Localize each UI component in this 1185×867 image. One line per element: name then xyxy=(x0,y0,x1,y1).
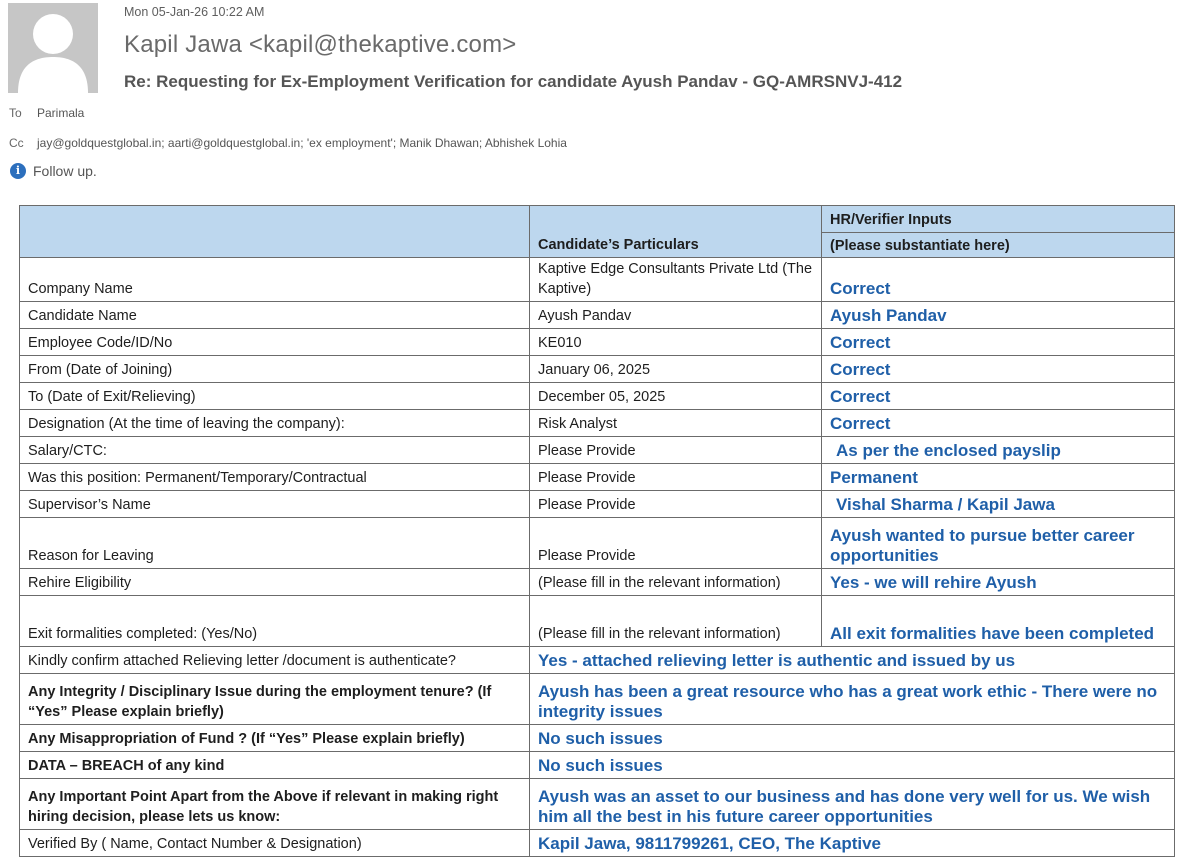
row-answer: No such issues xyxy=(530,725,1175,752)
table-row xyxy=(20,569,1175,596)
header-particulars: Candidate’s Particulars xyxy=(530,206,822,258)
table-row xyxy=(20,647,1175,674)
row-label: Reason for Leaving xyxy=(20,518,530,569)
header-inputs-title: HR/Verifier Inputs xyxy=(822,207,1174,233)
row-label: Employee Code/ID/No xyxy=(20,329,530,356)
table-row xyxy=(20,464,1175,491)
row-answer: As per the enclosed payslip xyxy=(822,437,1175,464)
row-particular: (Please fill in the relevant information) xyxy=(530,569,822,596)
row-answer: Yes - we will rehire Ayush xyxy=(822,569,1175,596)
row-answer: Correct xyxy=(822,329,1175,356)
sender-name[interactable]: Kapil Jawa <kapil@thekaptive.com> xyxy=(124,31,517,58)
row-particular: KE010 xyxy=(530,329,822,356)
row-answer: Correct xyxy=(822,410,1175,437)
row-label: Company Name xyxy=(20,258,530,302)
table-row xyxy=(20,779,1175,830)
row-particular: Please Provide xyxy=(530,464,822,491)
row-particular: Please Provide xyxy=(530,518,822,569)
person-silhouette-icon xyxy=(8,3,98,93)
table-row xyxy=(20,383,1175,410)
table-row xyxy=(20,491,1175,518)
info-icon: i xyxy=(10,163,26,179)
table-row xyxy=(20,258,1175,302)
table-row xyxy=(20,329,1175,356)
row-label: Was this position: Permanent/Temporary/Contractual xyxy=(20,464,530,491)
follow-up-flag[interactable] xyxy=(10,163,97,179)
row-label: DATA – BREACH of any kind xyxy=(20,752,530,779)
row-label: Supervisor’s Name xyxy=(20,491,530,518)
row-answer: Kapil Jawa, 9811799261, CEO, The Kaptive xyxy=(530,830,1175,857)
row-label: Salary/CTC: xyxy=(20,437,530,464)
row-label: Verified By ( Name, Contact Number & Designation) xyxy=(20,830,530,857)
row-particular: Risk Analyst xyxy=(530,410,822,437)
row-particular: Please Provide xyxy=(530,437,822,464)
row-answer: Ayush was an asset to our business and has done very well for us. We wish him all the best in his future career opportunities xyxy=(530,779,1175,830)
row-particular: Kaptive Edge Consultants Private Ltd (The Kaptive) xyxy=(530,258,822,302)
row-answer: Correct xyxy=(822,356,1175,383)
row-answer: Ayush wanted to pursue better career opportunities xyxy=(822,518,1175,569)
table-row xyxy=(20,518,1175,569)
row-answer: Ayush Pandav xyxy=(822,302,1175,329)
table-row xyxy=(20,830,1175,857)
table-row xyxy=(20,410,1175,437)
table-row xyxy=(20,437,1175,464)
row-label: To (Date of Exit/Relieving) xyxy=(20,383,530,410)
row-answer: No such issues xyxy=(530,752,1175,779)
row-label: Any Misappropriation of Fund ? (If “Yes” Please explain briefly) xyxy=(20,725,530,752)
to-label: To xyxy=(9,106,22,120)
row-label: Rehire Eligibility xyxy=(20,569,530,596)
table-row xyxy=(20,674,1175,725)
follow-up-text: Follow up. xyxy=(33,163,97,179)
row-label: Kindly confirm attached Relieving letter /document is authenticate? xyxy=(20,647,530,674)
header-blank-cell xyxy=(20,206,530,258)
header-inputs-cell xyxy=(822,206,1175,258)
sent-date: Mon 05-Jan-26 10:22 AM xyxy=(124,5,265,19)
row-answer: Correct xyxy=(822,258,1175,302)
row-answer: All exit formalities have been completed xyxy=(822,596,1175,647)
row-particular: Please Provide xyxy=(530,491,822,518)
to-recipients[interactable]: Parimala xyxy=(37,106,85,120)
sender-avatar[interactable] xyxy=(8,3,98,93)
cc-recipients[interactable]: jay@goldquestglobal.in; aarti@goldquestglobal.in; 'ex employment'; Manik Dhawan; Abhishek Lohia xyxy=(37,136,567,150)
row-answer: Correct xyxy=(822,383,1175,410)
row-answer: Permanent xyxy=(822,464,1175,491)
verification-table xyxy=(19,205,1175,857)
header-inputs-subtitle: (Please substantiate here) xyxy=(830,237,1010,254)
row-label: Candidate Name xyxy=(20,302,530,329)
row-answer: Ayush has been a great resource who has a great work ethic - There were no integrity issues xyxy=(530,674,1175,725)
table-row xyxy=(20,356,1175,383)
row-label: From (Date of Joining) xyxy=(20,356,530,383)
row-particular: January 06, 2025 xyxy=(530,356,822,383)
table-row xyxy=(20,752,1175,779)
table-header-row xyxy=(20,206,1175,258)
cc-label: Cc xyxy=(9,136,24,150)
row-label: Any Integrity / Disciplinary Issue during the employment tenure? (If “Yes” Please explain briefly) xyxy=(20,674,530,725)
email-subject: Re: Requesting for Ex-Employment Verification for candidate Ayush Pandav - GQ-AMRSNVJ-412 xyxy=(124,72,903,91)
table-row xyxy=(20,302,1175,329)
row-label: Designation (At the time of leaving the company): xyxy=(20,410,530,437)
row-particular: Ayush Pandav xyxy=(530,302,822,329)
row-answer: Yes - attached relieving letter is authentic and issued by us xyxy=(530,647,1175,674)
row-particular: December 05, 2025 xyxy=(530,383,822,410)
row-answer: Vishal Sharma / Kapil Jawa xyxy=(822,491,1175,518)
row-particular: (Please fill in the relevant information) xyxy=(530,596,822,647)
table-row xyxy=(20,725,1175,752)
row-label: Any Important Point Apart from the Above if relevant in making right hiring decision, please lets us know: xyxy=(20,779,530,830)
table-row xyxy=(20,596,1175,647)
row-label: Exit formalities completed: (Yes/No) xyxy=(20,596,530,647)
